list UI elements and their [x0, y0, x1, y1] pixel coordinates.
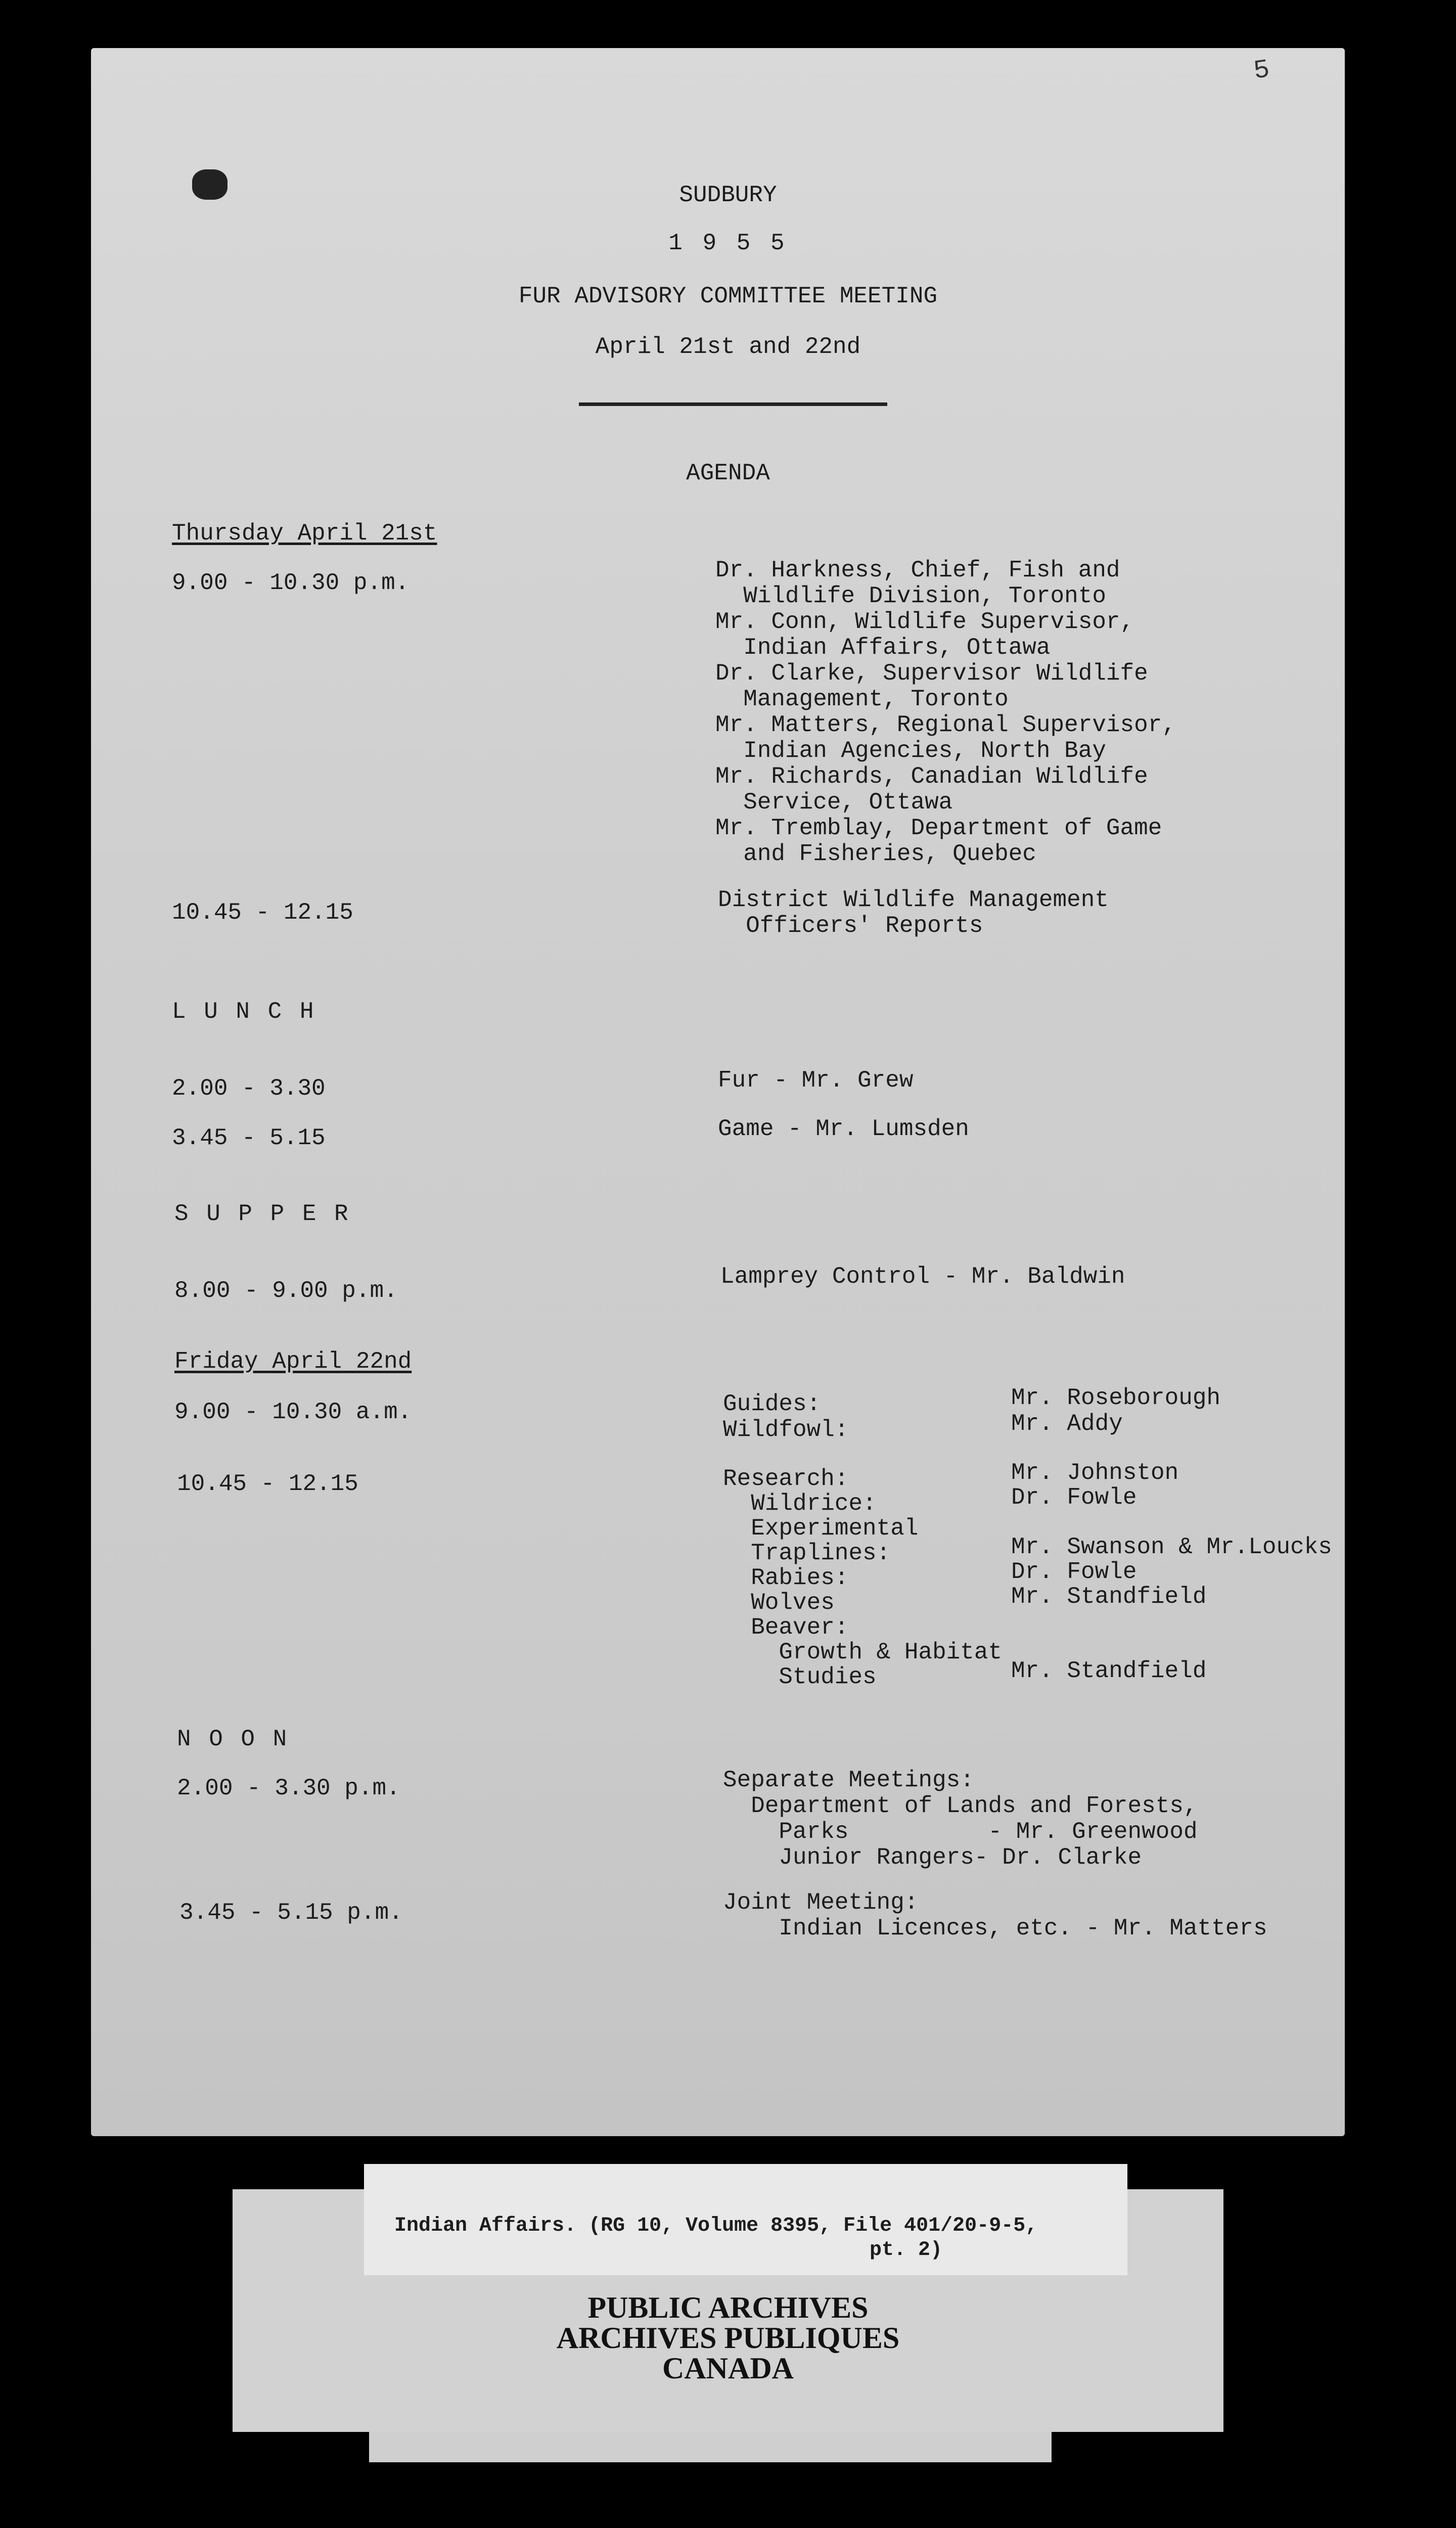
speaker-line: Management, Toronto [715, 686, 1009, 712]
topic-line: Growth & Habitat [723, 1639, 1003, 1665]
lunch-break: L U N C H [172, 999, 316, 1025]
thursday-slot2-item: Officers' Reports [718, 913, 983, 939]
speaker-line: Mr. Conn, Wildlife Supervisor, [715, 609, 1134, 635]
speaker-line: Mr. Matters, Regional Supervisor, [715, 712, 1176, 738]
name-line: Mr. Standfield [1011, 1584, 1207, 1610]
archive-stamp-line: PUBLIC ARCHIVES [587, 2291, 869, 2324]
speaker-line: Dr. Clarke, Supervisor Wildlife [715, 660, 1148, 687]
friday-slot3-line: Department of Lands and Forests, [723, 1793, 1198, 1819]
friday-slot3-line: Parks - Mr. Greenwood [723, 1819, 1198, 1845]
topic-line: Studies [723, 1664, 877, 1690]
archive-reference-line: Indian Affairs. (RG 10, Volume 8395, File 401/20-9-5, [394, 2215, 1038, 2237]
noon-break: N O O N [177, 1726, 289, 1752]
thursday-heading: Thursday April 21st [172, 520, 437, 547]
friday-slot1-topic: Guides: [723, 1391, 821, 1417]
page-number: 5 [1252, 55, 1272, 86]
thursday-slot3-time: 2.00 - 3.30 [172, 1075, 326, 1102]
friday-slot4-time: 3.45 - 5.15 p.m. [179, 1900, 403, 1926]
friday-slot3-line: Junior Rangers- Dr. Clarke [723, 1844, 1142, 1871]
archive-reference-line: pt. 2) [870, 2239, 943, 2262]
speaker-line: Service, Ottawa [715, 789, 953, 816]
friday-slot1-time: 9.00 - 10.30 a.m. [174, 1399, 412, 1425]
name-line: Mr. Standfield [1011, 1658, 1207, 1684]
topic-line: Wildrice: [723, 1491, 877, 1517]
thursday-slot3-item: Fur - Mr. Grew [718, 1067, 914, 1094]
friday-slot1-name: Mr. Addy [1011, 1411, 1123, 1437]
thursday-slot2-time: 10.45 - 12.15 [172, 899, 353, 926]
friday-slot1-name: Mr. Roseborough [1011, 1385, 1221, 1411]
header-dates: April 21st and 22nd [595, 334, 861, 360]
thursday-slot4-item: Game - Mr. Lumsden [718, 1116, 969, 1142]
thursday-slot5-time: 8.00 - 9.00 p.m. [174, 1278, 398, 1304]
name-line: Mr. Johnston [1011, 1460, 1179, 1486]
friday-slot3-line: Separate Meetings: [723, 1767, 974, 1793]
friday-slot2-time: 10.45 - 12.15 [177, 1471, 358, 1497]
topic-line: Rabies: [723, 1565, 849, 1591]
speaker-line: Indian Agencies, North Bay [715, 738, 1106, 764]
name-line: Dr. Fowle [1011, 1484, 1137, 1511]
archive-stamp-line: CANADA [662, 2352, 794, 2385]
topic-line: Beaver: [723, 1614, 849, 1641]
header-divider [579, 402, 887, 406]
topic-line: Traplines: [723, 1540, 891, 1566]
archive-stamp-line: ARCHIVES PUBLIQUES [556, 2321, 900, 2355]
header-year: 1 9 5 5 [668, 230, 788, 256]
topic-line: Wolves [723, 1590, 835, 1616]
name-line: Dr. Fowle [1011, 1559, 1137, 1585]
thursday-slot1-time: 9.00 - 10.30 p.m. [172, 570, 410, 596]
friday-slot4-line: Joint Meeting: [723, 1889, 919, 1916]
speaker-line: Mr. Richards, Canadian Wildlife [715, 763, 1148, 790]
speaker-line: Mr. Tremblay, Department of Game [715, 815, 1162, 841]
speaker-line: Indian Affairs, Ottawa [715, 635, 1051, 661]
supper-break: S U P P E R [174, 1201, 350, 1227]
speaker-line: Dr. Harkness, Chief, Fish and [715, 557, 1120, 583]
agenda-title: AGENDA [686, 460, 770, 486]
topic-line: Experimental [723, 1515, 919, 1542]
thursday-slot2-item: District Wildlife Management [718, 887, 1109, 913]
speaker-line: Wildlife Division, Toronto [715, 583, 1106, 609]
speaker-line: and Fisheries, Quebec [715, 841, 1036, 867]
archive-label-edge [369, 2432, 1052, 2462]
header-meeting: FUR ADVISORY COMMITTEE MEETING [518, 283, 938, 309]
friday-slot4-line: Indian Licences, etc. - Mr. Matters [723, 1915, 1267, 1942]
thursday-slot5-item: Lamprey Control - Mr. Baldwin [720, 1263, 1125, 1290]
friday-heading: Friday April 22nd [174, 1348, 412, 1375]
friday-slot1-topic: Wildfowl: [723, 1417, 849, 1443]
header-city: SUDBURY [679, 182, 777, 208]
friday-slot3-time: 2.00 - 3.30 p.m. [177, 1775, 400, 1801]
topic-line: Research: [723, 1466, 849, 1492]
name-line: Mr. Swanson & Mr.Loucks [1011, 1534, 1332, 1560]
thursday-slot4-time: 3.45 - 5.15 [172, 1125, 326, 1151]
